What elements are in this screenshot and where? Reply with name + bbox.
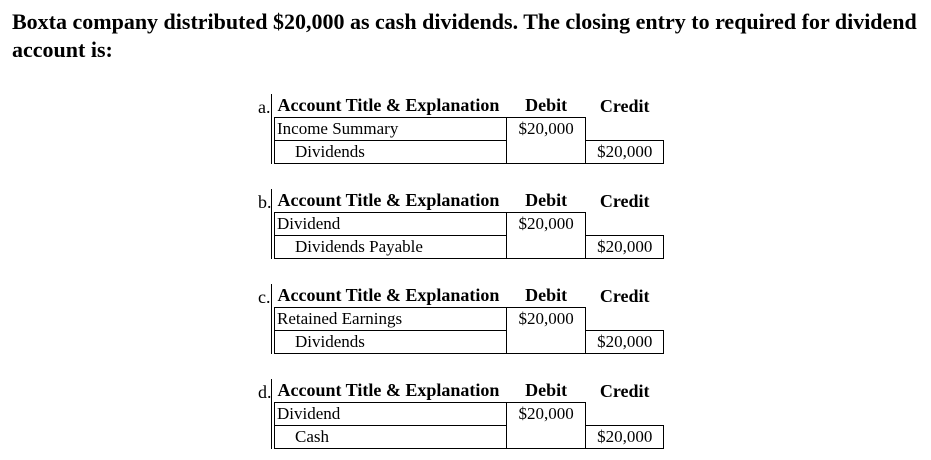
debit-amount: $20,000 xyxy=(506,307,586,330)
header-debit: Debit xyxy=(525,190,568,211)
option-letter-box xyxy=(256,379,272,449)
credit-account: Cash xyxy=(275,425,507,448)
option-letter: a. xyxy=(258,97,271,117)
empty-debit-cell xyxy=(506,235,586,258)
credit-row xyxy=(275,235,664,258)
debit-account: Dividend xyxy=(275,212,507,235)
option-letter-box xyxy=(256,94,272,164)
empty-debit-cell xyxy=(506,425,586,448)
empty-debit-cell xyxy=(506,330,586,353)
credit-amount: $20,000 xyxy=(586,425,664,448)
debit-row xyxy=(275,307,664,330)
debit-amount: $20,000 xyxy=(506,402,586,425)
credit-row xyxy=(275,425,664,448)
empty-debit-cell xyxy=(506,140,586,163)
empty-credit-cell xyxy=(586,307,664,330)
credit-account: Dividends xyxy=(275,330,507,353)
header-credit: Credit xyxy=(599,285,650,306)
debit-amount: $20,000 xyxy=(506,212,586,235)
empty-credit-cell xyxy=(586,212,664,235)
credit-amount: $20,000 xyxy=(586,140,664,163)
credit-amount: $20,000 xyxy=(586,235,664,258)
header-account-title: Account Title & Explanation xyxy=(277,95,500,116)
debit-row xyxy=(275,212,664,235)
header-account-title: Account Title & Explanation xyxy=(277,190,500,211)
table-header-row xyxy=(275,94,664,117)
header-debit: Debit xyxy=(525,380,568,401)
answer-option-b[interactable] xyxy=(256,189,664,259)
journal-entry-table xyxy=(274,379,664,449)
option-letter: b. xyxy=(258,192,272,212)
debit-account: Dividend xyxy=(275,402,507,425)
empty-credit-cell xyxy=(586,402,664,425)
table-header-row xyxy=(275,189,664,212)
answer-option-d[interactable] xyxy=(256,379,664,449)
debit-account: Retained Earnings xyxy=(275,307,507,330)
credit-row xyxy=(275,330,664,353)
header-account-title: Account Title & Explanation xyxy=(277,285,500,306)
table-header-row xyxy=(275,379,664,402)
journal-entry-table xyxy=(274,189,664,259)
credit-account: Dividends xyxy=(275,140,507,163)
journal-entry-table xyxy=(274,284,664,354)
debit-amount: $20,000 xyxy=(506,117,586,140)
journal-entry-table xyxy=(274,94,664,164)
option-letter-box xyxy=(256,189,272,259)
answer-option-a[interactable] xyxy=(256,94,664,164)
header-account-title: Account Title & Explanation xyxy=(277,380,500,401)
debit-account: Income Summary xyxy=(275,117,507,140)
empty-credit-cell xyxy=(586,117,664,140)
header-debit: Debit xyxy=(525,285,568,306)
debit-row xyxy=(275,402,664,425)
option-letter: d. xyxy=(258,382,272,402)
header-credit: Credit xyxy=(599,190,650,211)
answer-option-c[interactable] xyxy=(256,284,664,354)
table-header-row xyxy=(275,284,664,307)
question-text: Boxta company distributed $20,000 as cash dividends. The closing entry to required for dividend account is: xyxy=(12,9,917,62)
credit-row xyxy=(275,140,664,163)
header-debit: Debit xyxy=(525,95,568,116)
header-credit: Credit xyxy=(599,380,650,401)
credit-amount: $20,000 xyxy=(586,330,664,353)
header-credit: Credit xyxy=(599,95,650,116)
debit-row xyxy=(275,117,664,140)
option-letter: c. xyxy=(258,287,271,307)
option-letter-box xyxy=(256,284,272,354)
credit-account: Dividends Payable xyxy=(275,235,507,258)
